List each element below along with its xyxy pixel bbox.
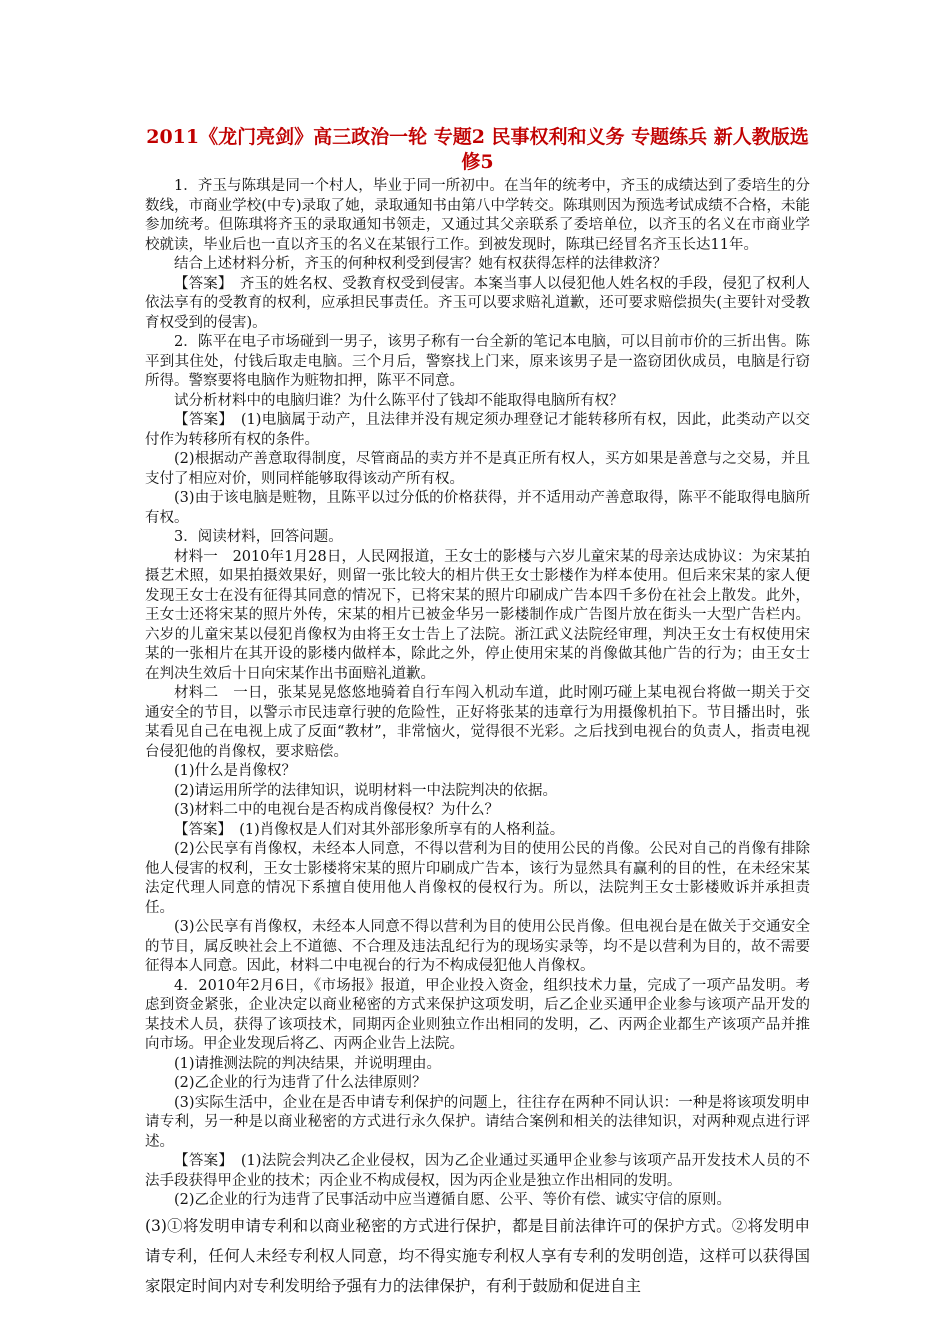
document-page bbox=[145, 125, 810, 1301]
paragraph: 1．齐玉与陈琪是同一个村人，毕业于同一所初中。在当年的统考中，齐玉的成绩达到了委培生的分数线，市商业学校(中专)录取了她，录取通知书由第八中学转交。陈琪则因为预选考试成绩不合格，未能参加统考。但陈琪将齐玉的录取通知书领走，又通过其父亲联系了委培单位，以齐玉的名义在市商业学校就读，毕业后也一直以齐玉的名义在某银行工作。到被发现时，陈琪已经冒名齐玉长达11年。 bbox=[145, 178, 810, 253]
paragraph: (3)公民享有肖像权，未经本人同意不得以营利为目的使用公民肖像。但电视台是在做关于交通安全的节目，属反映社会上不道德、不合理及违法乱纪行为的现场实录等，均不是以营利为目的，故不需要征得本人同意。因此，材料二中电视台的行为不构成侵犯他人肖像权。 bbox=[145, 919, 810, 974]
paragraph: 结合上述材料分析，齐玉的何种权利受到侵害？她有权获得怎样的法律救济？ bbox=[174, 256, 667, 272]
paragraph: 3．阅读材料，回答问题。 bbox=[174, 529, 343, 545]
paragraph: (1)请推测法院的判决结果，并说明理由。 bbox=[174, 1055, 442, 1072]
paragraph: (2)乙企业的行为违背了民事活动中应当遵循自愿、公平、等价有偿、诚实守信的原则。 bbox=[174, 1192, 732, 1208]
paragraph: (2)乙企业的行为违背了什么法律原则？ bbox=[174, 1075, 427, 1091]
paragraph: (3)由于该电脑是赃物，且陈平以过分低的价格获得，并不适用动产善意取得，陈平不能取得电脑所有权。 bbox=[145, 490, 810, 526]
paragraph: (2)请运用所学的法律知识，说明材料一中法院判决的依据。 bbox=[174, 782, 558, 799]
paragraph: 材料一 2010年1月28日，人民网报道，王女士的影楼与六岁儿童宋某的母亲达成协议：为宋某拍摄艺术照，如果拍摄效果好，则留一张比较大的相片供王女士影楼作为样本使用。但后来宋某的家人便发现王女士在没有征得其同意的情况下，已将宋某的照片印刷成广告本四千多份在社会上散发。此外，王女士还将宋某的照片外传，宋某的相片已被金华另一影楼制作成广告图片放在街头一大型广告栏内。六岁的儿童宋某以侵犯肖像权为由将王女士告上了法院。浙江武义法院经审理，判决王女士有权使用宋某的一张相片在其开设的影楼内做样本，除此之外，停止使用宋某的肖像做其他广告的行为；由王女士在判决生效后十日向宋某作出书面赔礼道歉。 bbox=[145, 548, 810, 682]
paragraph-last: (3)①将发明申请专利和以商业秘密的方式进行保护，都是目前法律许可的保护方式。②将发明申请专利，任何人未经专利权人同意，均不得实施专利权人享有专利的发明创造，这样可以获得国家限定时间内对专利发明给予强有力的法律保护，有利于鼓励和促进自主 bbox=[145, 1216, 810, 1295]
paragraph: (2)公民享有肖像权，未经本人同意，不得以营利为目的使用公民的肖像。公民对自己的肖像有排除他人侵害的权利，王女士影楼将宋某的照片印刷成广告本，该行为显然具有赢利的目的性，在未经宋某法定代理人同意的情况下系擅自使用他人肖像权的侵权行为。所以，法院判王女士影楼败诉并承担责任。 bbox=[145, 841, 810, 916]
answer-paragraph: 【答案】 (1)法院会判决乙企业侵权，因为乙企业通过买通甲企业参与该项产品开发技术人员的不法手段获得甲企业的技术；丙企业不构成侵权，因为丙企业是独立作出相同的发明。 bbox=[145, 1153, 810, 1189]
document-title: 2011《龙门亮剑》高三政治一轮 专题2 民事权利和义务 专题练兵 新人教版选修5 bbox=[146, 126, 809, 173]
paragraph: (1)什么是肖像权？ bbox=[174, 763, 297, 779]
document-body bbox=[145, 177, 810, 1301]
paragraph: (3)实际生活中，企业在是否申请专利保护的问题上，往往存在两种不同认识：一种是将该项发明申请专利，另一种是以商业秘密的方式进行永久保护。请结合案例和相关的法律知识，对两种观点进行评述。 bbox=[145, 1094, 810, 1150]
paragraph: 2．陈平在电子市场碰到一男子，该男子称有一台全新的笔记本电脑，可以目前市价的三折出售。陈平到其住处，付钱后取走电脑。三个月后，警察找上门来，原来该男子是一盗窃团伙成员，电脑是行窃所得。警察要将电脑作为赃物扣押，陈平不同意。 bbox=[145, 334, 810, 389]
answer-paragraph: 【答案】 (1)电脑属于动产，且法律并没有规定须办理登记才能转移所有权，因此，此类动产以交付作为转移所有权的条件。 bbox=[145, 412, 810, 448]
answer-paragraph: 【答案】 (1)肖像权是人们对其外部形象所享有的人格利益。 bbox=[174, 821, 565, 838]
paragraph: 试分析材料中的电脑归谁？为什么陈平付了钱却不能取得电脑所有权？ bbox=[174, 392, 624, 409]
paragraph: 4．2010年2月6日，《市场报》报道，甲企业投入资金，组织技术力量，完成了一项产品发明。考虑到资金紧张，企业决定以商业秘密的方式来保护这项发明，后乙企业买通甲企业参与该项产品开发的某技术人员，获得了该项技术，同期丙企业则独立作出相同的发明，乙、丙两企业都生产该项产品并推向市场。甲企业发现后将乙、丙两企业告上法院。 bbox=[145, 977, 810, 1052]
paragraph: (2)根据动产善意取得制度，尽管商品的卖方并不是真正所有权人，买方如果是善意与之交易，并且支付了相应对价，则同样能够取得该动产所有权。 bbox=[145, 451, 810, 487]
paragraph: (3)材料二中的电视台是否构成肖像侵权？为什么？ bbox=[174, 802, 500, 818]
answer-paragraph: 【答案】 齐玉的姓名权、受教育权受到侵害。本案当事人以侵犯他人姓名权的手段，侵犯了权利人依法享有的受教育的权利，应承担民事责任。齐玉可以要求赔礼道歉，还可要求赔偿损失(主要针对受教育权受到的侵害)。 bbox=[145, 275, 810, 331]
paragraph: 材料二 一日，张某晃晃悠悠地骑着自行车闯入机动车道，此时刚巧碰上某电视台将做一期关于交通安全的节目，以警示市民违章行驶的危险性，正好将张某的违章行为用摄像机拍下。节目播出时，张某看见自己在电视上成了反面“教材”，非常恼火，觉得很不光彩。之后找到电视台的负责人，指责电视台侵犯他的肖像权，要求赔偿。 bbox=[145, 685, 810, 760]
